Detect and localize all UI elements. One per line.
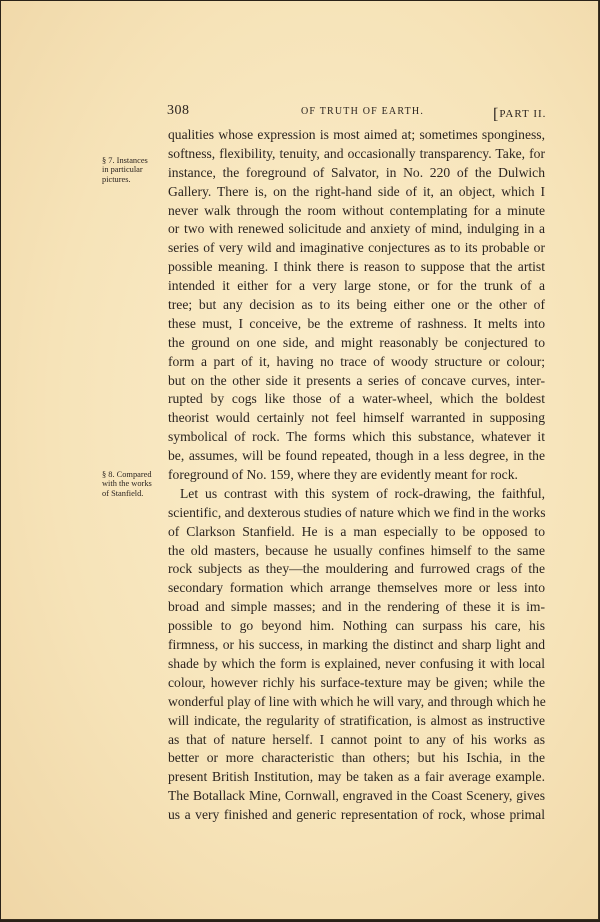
text-line: instance, the foreground of Salvator, in No. 220 of the Dulwich	[168, 164, 545, 180]
text-line: intended it either for a very large stone, or for the trunk of a	[168, 278, 545, 294]
text-line: The Botallack Mine, Cornwall, engraved in the Coast Scenery, gives	[168, 788, 545, 804]
running-header	[1, 103, 598, 123]
text-line: the old masters, because he usually confines himself to the same	[168, 542, 545, 558]
text-line: rupted by cogs like those of a water-wheel, which the boldest	[168, 391, 545, 407]
text-line: wonderful play of line with which he will vary, and through which he	[168, 693, 546, 709]
text-line: broad and simple masses; and in the rendering of these it is im-	[168, 599, 545, 615]
text-line: will indicate, the regularity of stratification, is almost as instructive	[168, 712, 545, 728]
text-line: possible to go beyond him. Nothing can surpass his care, his	[168, 618, 545, 634]
text-line: better or more characteristic than others; but his Ischia, in the	[168, 750, 545, 766]
text-line: be, assumes, will be found repeated, though in a less degree, in the	[168, 448, 545, 464]
text-line: Gallery. There is, on the right-hand side of it, an object, which I	[168, 183, 545, 199]
text-line: firmness, or his success, in marking the distinct and sharp light and	[168, 637, 545, 653]
text-line: of Clarkson Stanfield. He is a man especially to be opposed to	[168, 523, 545, 539]
running-title: OF TRUTH OF EARTH.	[301, 106, 425, 117]
body-text	[168, 126, 545, 825]
text-line: theorist would certainly not feel himself warranted in supposing	[168, 410, 545, 426]
book-page	[1, 1, 599, 920]
text-line: colour, however richly his surface-texture may be given; while the	[168, 674, 545, 690]
text-line: form a part of it, having no trace of woody structure or colour;	[168, 353, 545, 369]
sidenote-section-7	[102, 156, 168, 184]
text-line: but on the other side it presents a series of concave curves, inter-	[168, 372, 545, 388]
sidenote-line: § 7. Instances	[102, 156, 148, 165]
sidenote-line: in particular	[102, 165, 143, 175]
sidenote-line: pictures.	[102, 174, 131, 184]
sidenote-line: of Stanfield.	[102, 488, 144, 498]
sidenote-line: with the works	[102, 479, 152, 489]
text-line: secondary formation which arrange themselves more or less into	[168, 580, 545, 596]
text-line: symbolical of rock. The forms which this substance, whatever it	[168, 429, 545, 445]
part-label-text: PART II.	[499, 108, 547, 120]
sidenote-section-8	[102, 470, 168, 498]
text-line: shade by which the form is explained, never confusing it with local	[168, 655, 545, 671]
text-line: tree; but any decision as to its being either one or the other of	[168, 297, 545, 313]
text-line: us a very finished and generic representation of rock, whose primal	[168, 807, 545, 823]
text-line: Let us contrast with this system of rock-drawing, the faithful,	[180, 485, 545, 501]
text-line: or two with renewed solicitude and anxiety of mind, indulging in a	[168, 221, 545, 237]
page-number: 308	[167, 103, 190, 118]
text-line: series of very wild and imaginative conjectures as to its probable or	[168, 240, 545, 256]
text-line: present British Institution, may be taken as a fair average example.	[168, 769, 545, 785]
part-label	[493, 104, 546, 122]
text-line: as that of nature herself. I cannot point to any of his works as	[168, 731, 545, 747]
text-line: rock subjects as they—the mouldering and furrowed crags of the	[168, 561, 545, 577]
part-bracket: [	[493, 106, 500, 123]
text-line: these must, I conceive, be the extreme of rashness. It melts into	[168, 315, 545, 331]
text-line: the ground on one side, and might reasonably be conjectured to	[168, 334, 545, 350]
text-line: softness, flexibility, tenuity, and occasionally transparency. Take, for	[168, 145, 545, 161]
text-line: qualities whose expression is most aimed at; sometimes sponginess,	[168, 127, 545, 142]
text-line: scientific, and dexterous studies of nature which we find in the works	[168, 504, 546, 520]
text-line: possible meaning. I think there is reason to suppose that the artist	[168, 259, 545, 275]
text-line: foreground of No. 159, where they are evidently meant for rock.	[168, 467, 518, 483]
text-line: never walk through the room without contemplating for a minute	[168, 202, 545, 218]
sidenote-line: § 8. Compared	[102, 470, 152, 479]
